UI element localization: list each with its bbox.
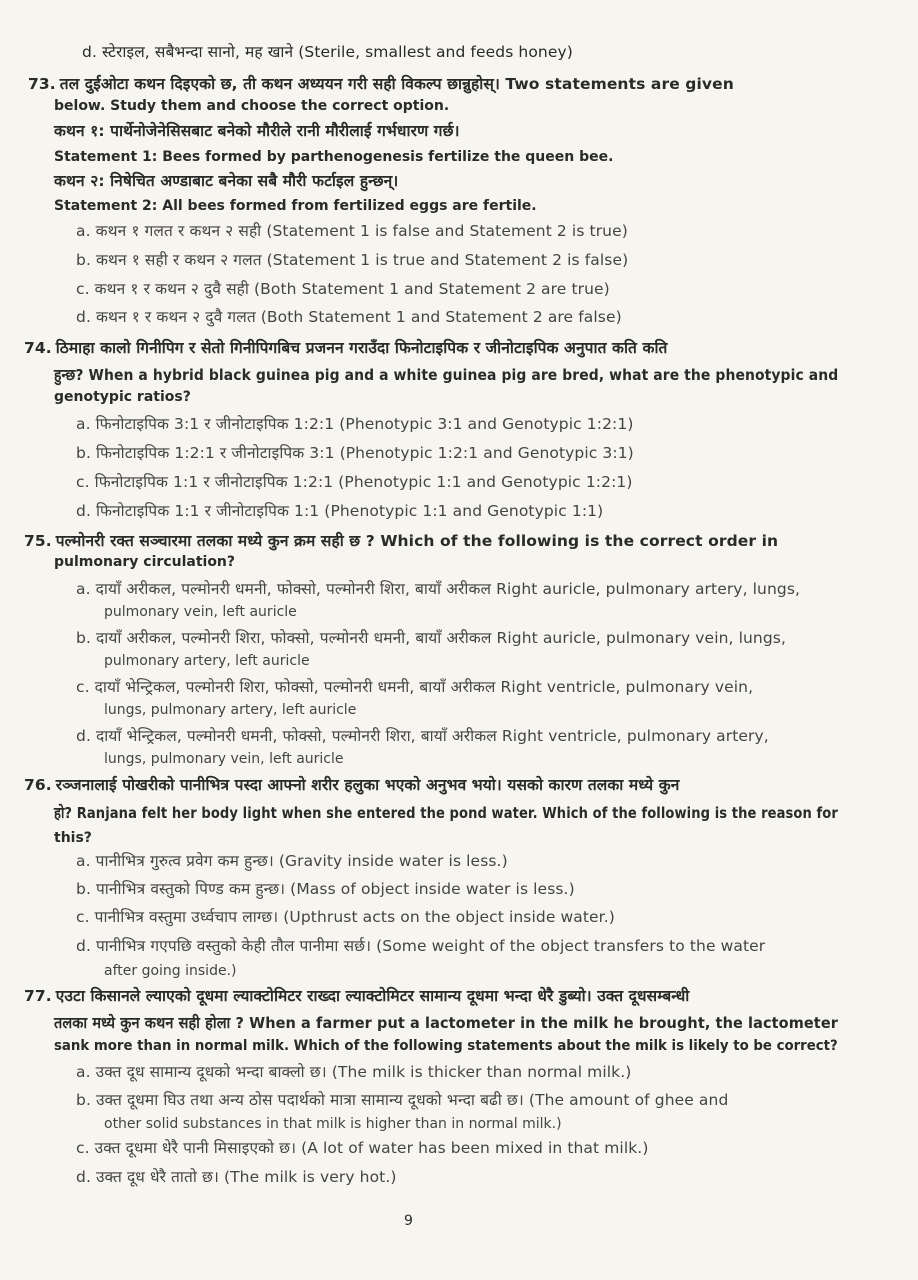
q75-option-a-cont: pulmonary vein, left auricle: [104, 604, 297, 620]
q75-option-d: d. दायाँ भेन्ट्रिकल, पल्मोनरी धमनी, फोक्सो, पल्मोनरी शिरा, बायाँ अरीकल Right ventricle, pulmonary artery,: [76, 727, 769, 745]
q77-option-a: a. उक्त दूध सामान्य दूधको भन्दा बाक्लो छ। (The milk is thicker than normal milk.): [76, 1063, 632, 1081]
q73-text: तल दुईओटा कथन दिइएको छ, ती कथन अध्ययन गरी सही विकल्प छान्नुहोस्। Two statements are given: [59, 75, 734, 93]
q76-number: 76.: [24, 776, 52, 794]
q76-option-b: b. पानीभित्र वस्तुको पिण्ड कम हुन्छ। (Mass of object inside water is less.): [76, 880, 575, 898]
q76-option-d-cont: after going inside.): [104, 963, 237, 979]
q74-option-d: d. फिनोटाइपिक 1:1 र जीनोटाइपिक 1:1 (Phenotypic 1:1 and Genotypic 1:1): [76, 502, 604, 520]
q76-text: रञ्जनालाई पोखरीको पानीभित्र पस्दा आफ्नो शरीर हलुका भएको अनुभव भयो। यसको कारण तलका मध्ये कुन: [55, 776, 680, 794]
q77-number: 77.: [24, 987, 52, 1005]
q74-question: [24, 337, 667, 359]
q76-option-c: c. पानीभित्र वस्तुमा उर्ध्वचाप लाग्छ। (Upthrust acts on the object inside water.): [76, 908, 615, 926]
q73-statement2-np: कथन २: निषेचित अण्डाबाट बनेका सबै मौरी फर्टाइल हुन्छन्।: [54, 172, 399, 190]
q77-option-b-cont: other solid substances in that milk is higher than in normal milk.): [104, 1116, 562, 1132]
q76-option-a: a. पानीभित्र गुरुत्व प्रवेग कम हुन्छ। (Gravity inside water is less.): [76, 852, 508, 870]
q73-statement2-en: Statement 2: All bees formed from fertilized eggs are fertile.: [54, 198, 537, 214]
q73-option-d: d. कथन १ र कथन २ दुवै गलत (Both Statement 1 and Statement 2 are false): [76, 308, 622, 326]
q74-option-c: c. फिनोटाइपिक 1:1 र जीनोटाइपिक 1:2:1 (Phenotypic 1:1 and Genotypic 1:2:1): [76, 473, 633, 491]
q77-option-c: c. उक्त दूधमा धेरै पानी मिसाइएको छ। (A lot of water has been mixed in that milk.): [76, 1139, 649, 1157]
q75-option-b-cont: pulmonary artery, left auricle: [104, 653, 310, 669]
q76-text-cont2: this?: [54, 830, 92, 846]
q77-question: [24, 985, 689, 1007]
q74-number: 74.: [24, 339, 52, 357]
q76-question: [24, 774, 679, 796]
q77-text-cont2: sank more than in normal milk. Which of the following statements about the milk is likely to be correct?: [54, 1038, 838, 1054]
q76-option-d: d. पानीभित्र गएपछि वस्तुको केही तौल पानीमा सर्छ। (Some weight of the object transfers to the water: [76, 937, 766, 955]
q73-option-c: c. कथन १ र कथन २ दुवै सही (Both Statement 1 and Statement 2 are true): [76, 280, 610, 298]
q73-option-b: b. कथन १ सही र कथन २ गलत (Statement 1 is true and Statement 2 is false): [76, 251, 629, 269]
q75-option-d-cont: lungs, pulmonary vein, left auricle: [104, 751, 344, 767]
q72-option-d: d. स्टेराइल, सबैभन्दा सानो, मह खाने (Sterile, smallest and feeds honey): [82, 43, 573, 61]
q77-text: एउटा किसानले ल्याएको दूधमा ल्याक्टोमिटर राख्दा ल्याक्टोमिटर सामान्य दूधमा भन्दा धेरै डुब्यो। उक्त दूधसम्बन्धी: [55, 987, 690, 1005]
q77-option-d: d. उक्त दूध धेरै तातो छ। (The milk is very hot.): [76, 1168, 397, 1186]
q77-option-b: b. उक्त दूधमा घिउ तथा अन्य ठोस पदार्थको मात्रा सामान्य दूधको भन्दा बढी छ। (The amount of ghee and: [76, 1091, 729, 1109]
q73-option-a: a. कथन १ गलत र कथन २ सही (Statement 1 is false and Statement 2 is true): [76, 222, 628, 240]
q73-question: [28, 73, 734, 95]
q73-text-cont: below. Study them and choose the correct option.: [54, 98, 450, 114]
q75-option-a: a. दायाँ अरीकल, पल्मोनरी धमनी, फोक्सो, पल्मोनरी शिरा, बायाँ अरीकल Right auricle, pulmonary artery, lungs,: [76, 580, 801, 598]
q77-text-cont: तलका मध्ये कुन कथन सही होला ? When a farmer put a lactometer in the milk he brought, the lactometer: [54, 1014, 838, 1032]
q75-question: [24, 530, 778, 552]
q74-text-cont2: genotypic ratios?: [54, 389, 191, 405]
q75-number: 75.: [24, 532, 52, 550]
page-number: 9: [404, 1213, 413, 1229]
q74-option-a: a. फिनोटाइपिक 3:1 र जीनोटाइपिक 1:2:1 (Phenotypic 3:1 and Genotypic 1:2:1): [76, 415, 634, 433]
q74-text-cont: हुन्छ? When a hybrid black guinea pig and a white guinea pig are bred, what are the phenotypic and: [54, 366, 839, 384]
q75-text-cont: pulmonary circulation?: [54, 554, 236, 570]
q75-option-c-cont: lungs, pulmonary artery, left auricle: [104, 702, 357, 718]
q73-statement1-np: कथन १: पार्थेनोजेनेसिसबाट बनेको मौरीले रानी मौरीलाई गर्भधारण गर्छ।: [54, 122, 460, 140]
q74-option-b: b. फिनोटाइपिक 1:2:1 र जीनोटाइपिक 3:1 (Phenotypic 1:2:1 and Genotypic 3:1): [76, 444, 634, 462]
q73-statement1-en: Statement 1: Bees formed by parthenogenesis fertilize the queen bee.: [54, 149, 614, 165]
q73-number: 73.: [28, 75, 56, 93]
q76-text-cont: हो? Ranjana felt her body light when she entered the pond water. Which of the following is the reason for: [54, 804, 838, 822]
q75-text: पल्मोनरी रक्त सञ्चारमा तलका मध्ये कुन क्रम सही छ ? Which of the following is the correct order in: [55, 532, 779, 550]
q75-option-c: c. दायाँ भेन्ट्रिकल, पल्मोनरी शिरा, फोक्सो, पल्मोनरी धमनी, बायाँ अरीकल Right ventricle, pulmonary vein,: [76, 678, 754, 696]
q74-text: ठिमाहा कालो गिनीपिग र सेतो गिनीपिगबिच प्रजनन गराउँदा फिनोटाइपिक र जीनोटाइपिक अनुपात कति कति: [55, 339, 668, 357]
q75-option-b: b. दायाँ अरीकल, पल्मोनरी शिरा, फोक्सो, पल्मोनरी धमनी, बायाँ अरीकल Right auricle, pulmonary vein, lungs,: [76, 629, 786, 647]
